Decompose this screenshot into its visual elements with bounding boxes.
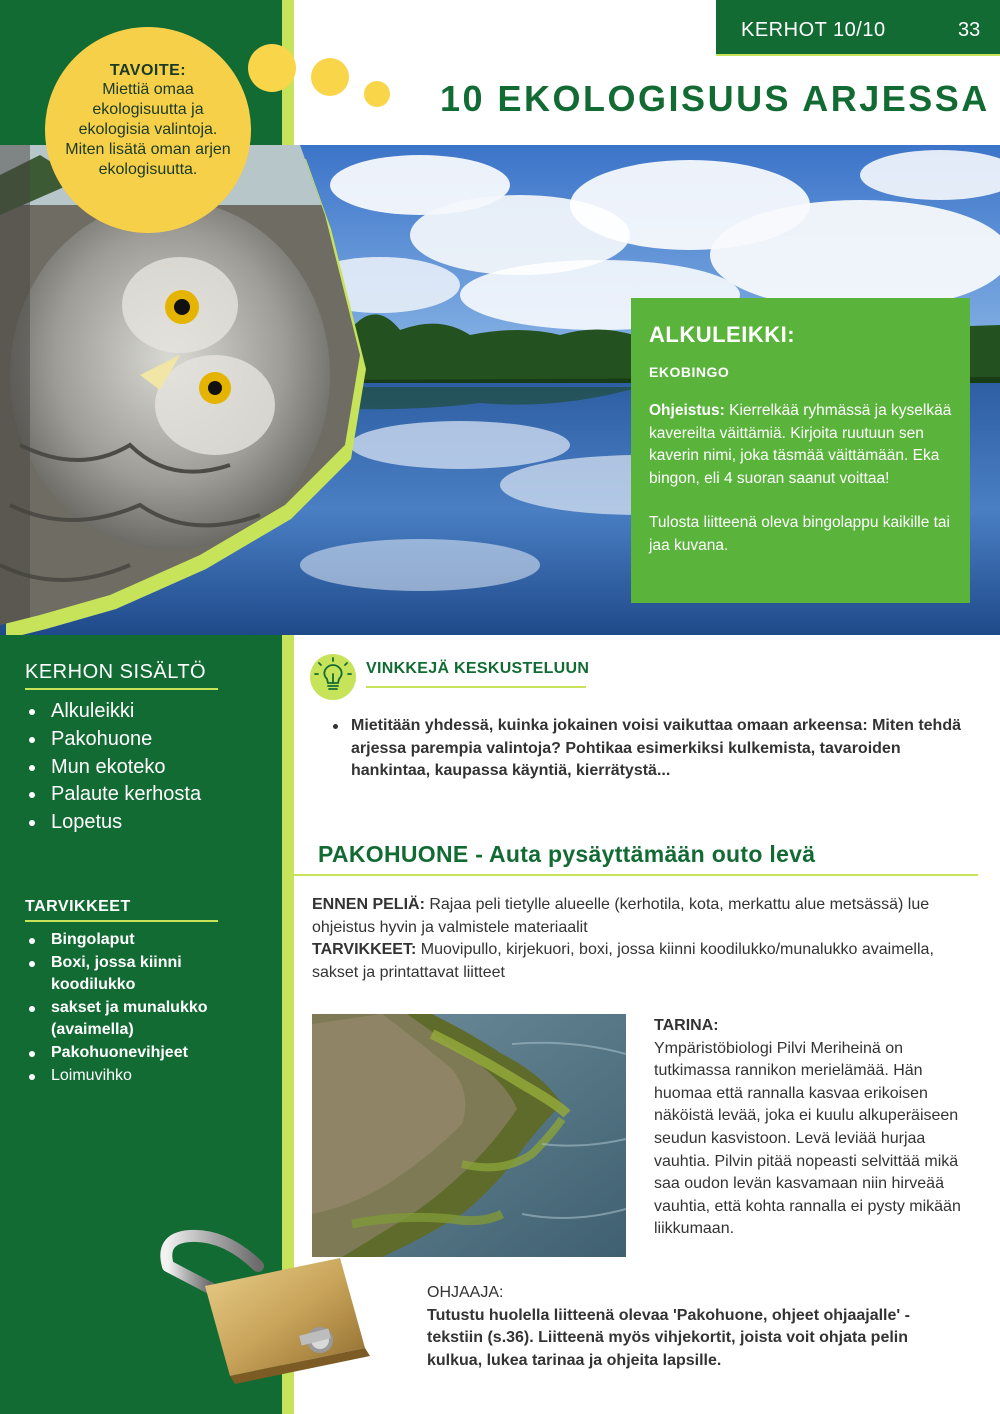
- list-item: Mun ekoteko: [25, 754, 201, 782]
- discussion-tips-title: VINKKEJÄ KESKUSTELUUN: [366, 660, 590, 677]
- lightbulb-icon: [310, 654, 356, 700]
- escape-supplies-text: Muovipullo, kirjekuori, boxi, jossa kiinni koodilukko/munalukko avaimella, sakset ja printattavat liitteet: [312, 941, 934, 981]
- list-item: Boxi, jossa kiinni koodilukko: [25, 952, 255, 997]
- warmup-instructions-text: Kierrelkää ryhmässä ja kyselkää kavereilta väittämiä. Kirjoita ruutuun sen kaverin nimi, joka täsmää väittämään. Eka bingon, eli 4 suoran saanut voittaa!: [649, 402, 952, 487]
- club-contents-title: KERHON SISÄLTÖ: [25, 661, 207, 683]
- padlock-icon: [150, 1228, 390, 1388]
- warmup-instructions-label: Ohjeistus:: [649, 402, 725, 419]
- warmup-title: ALKULEIKKI:: [649, 322, 796, 347]
- list-item: Palaute kerhosta: [25, 781, 201, 809]
- escape-room-preparation: [312, 894, 977, 984]
- list-item: sakset ja munalukko (avaimella): [25, 997, 255, 1042]
- list-item: Bingolaput: [25, 929, 255, 952]
- decorative-dot: [311, 58, 349, 96]
- before-game-label: ENNEN PELIÄ:: [312, 896, 425, 913]
- section-label: KERHOT 10/10: [741, 19, 886, 41]
- warmup-game-box: [631, 298, 970, 603]
- list-item: Lopetus: [25, 809, 201, 837]
- header-tab-underline: [716, 54, 1000, 56]
- escape-supplies-label: TARVIKKEET:: [312, 941, 417, 959]
- list-item: Mietitään yhdessä, kuinka jokainen voisi vaikuttaa omaan arkeensa: Miten tehdä arjessa parempia valintoja? Pohtikaa esimerkiksi kulkemista, tavaroiden hankintaa, kaupassa käyntiä, kierrätystä...: [330, 715, 970, 783]
- story-block: [654, 1015, 974, 1241]
- before-game-text: Rajaa peli tietylle alueelle (kerhotila, kota, merkattu alue metsässä) lue ohjeistus hyvin ja valmistele materiaalit: [312, 896, 930, 936]
- page-title: 10 EKOLOGISUUS ARJESSA: [440, 78, 990, 119]
- goal-title: TAVOITE:: [109, 62, 187, 79]
- club-contents-list: [25, 698, 201, 837]
- supplies-title: TARVIKKEET: [25, 898, 131, 915]
- discussion-tips-rule: [366, 686, 586, 688]
- warmup-subtitle: EKOBINGO: [649, 364, 730, 380]
- algae-shore-photo: [312, 1014, 626, 1257]
- goal-text: Miettiä omaa ekologisuutta ja ekologisia valintoja. Miten lisätä oman arjen ekologisuutta.: [65, 81, 231, 178]
- escape-room-rule: [294, 874, 978, 876]
- decorative-dot: [364, 81, 390, 107]
- instructor-text: Tutustu huolella liitteenä olevaa 'Pakohuone, ohjeet ohjaajalle' -tekstiin (s.36). Liitteenä myös vihjekortit, joista voit ohjata pelin kulkua, lukea tarinaa ja ohjeita lapsille.: [427, 1306, 910, 1369]
- list-item: Alkuleikki: [25, 698, 201, 726]
- list-item: Pakohuone: [25, 726, 201, 754]
- warmup-instructions: [649, 400, 952, 490]
- instructor-label: OHJAAJA:: [427, 1284, 504, 1301]
- warmup-print-note: Tulosta liitteenä oleva bingolappu kaikille tai jaa kuvana.: [649, 514, 951, 554]
- decorative-dot: [248, 44, 296, 92]
- story-text: Ympäristöbiologi Pilvi Meriheinä on tutkimassa rannikon merielämää. Hän huomaa että rannalla kasvaa erikoisen näköistä levää, joka ei kuulu alkuperäiseen seudun kasvistoon. Levä leviää hurjaa vauhtia. Pilvin pitää nopeasti selvittää mikä saa oudon levän kasvamaan niin hirveää vauhtia, että kohta rannalla ei pysty mikään liikkumaan.: [654, 1039, 961, 1238]
- discussion-tips-list: [330, 715, 970, 783]
- escape-room-title: PAKOHUONE - Auta pysäyttämään outo levä: [318, 841, 816, 867]
- list-item: Pakohuonevihjeet: [25, 1042, 255, 1065]
- page-number: 33: [958, 19, 981, 41]
- story-label: TARINA:: [654, 1017, 719, 1034]
- instructor-block: [427, 1282, 957, 1372]
- club-contents-rule: [25, 688, 218, 690]
- supplies-list: [25, 929, 255, 1087]
- supplies-rule: [25, 920, 218, 922]
- goal-circle: [45, 27, 251, 233]
- list-item: Loimuvihko: [25, 1065, 255, 1088]
